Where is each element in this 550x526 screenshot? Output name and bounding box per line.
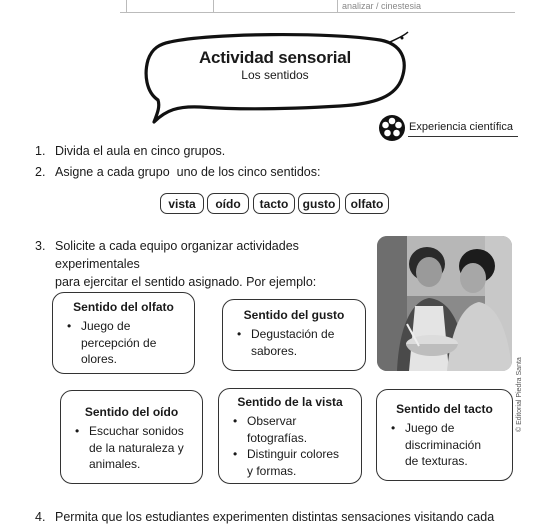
box-title: Sentido del oído xyxy=(84,405,179,419)
activity-box-olfato xyxy=(52,292,195,374)
box-item xyxy=(239,446,355,479)
top-rule xyxy=(120,12,515,13)
sense-chip-gusto: gusto xyxy=(298,193,340,214)
page-title: Actividad sensorial xyxy=(198,48,352,67)
box-title: Sentido de la vista xyxy=(237,395,343,409)
box-item xyxy=(73,318,188,368)
sense-chip-oido: oído xyxy=(207,193,249,214)
step-number: 4. xyxy=(35,510,46,524)
header-fragment: analizar / cinestesia xyxy=(342,1,422,11)
step-text-line: para ejercitar el sentido asignado. Por ejemplo: xyxy=(55,275,317,289)
sense-chip-vista: vista xyxy=(160,193,204,214)
box-title: Sentido del tacto xyxy=(396,402,493,416)
box-item-line: • Escuchar sonidos xyxy=(89,424,184,438)
box-item-line: • Juego de xyxy=(405,421,455,435)
box-item-line: • Juego de xyxy=(81,319,131,333)
cooking-photo xyxy=(377,236,512,371)
step-text: Asigne a cada grupo uno de los cinco sentidos: xyxy=(55,165,321,179)
box-title: Sentido del gusto xyxy=(243,308,345,322)
flower-icon xyxy=(378,114,406,142)
box-item-line: olores. xyxy=(81,352,118,366)
box-item-line: de la naturaleza y xyxy=(89,440,184,455)
box-item-line: • Degustación de xyxy=(251,327,335,341)
top-divider xyxy=(126,0,127,12)
step-4 xyxy=(35,508,515,526)
box-item-line: • Distinguir colores xyxy=(247,447,340,461)
box-item-line: discriminación xyxy=(405,437,482,452)
activity-box-vista xyxy=(218,388,362,484)
box-title: Sentido del olfato xyxy=(73,300,174,314)
sense-chip-olfato: olfato xyxy=(345,193,389,214)
box-item xyxy=(239,413,355,446)
step-1 xyxy=(35,142,225,160)
step-2 xyxy=(35,163,320,181)
box-item-line: sabores. xyxy=(251,343,298,358)
box-item-line: fotografías. xyxy=(247,430,308,445)
box-item-line: percepción de xyxy=(81,335,157,350)
step-number: 3. xyxy=(35,239,46,253)
step-number: 1. xyxy=(35,144,46,158)
step-3 xyxy=(35,237,375,291)
step-text: Permita que los estudiantes experimenten distintas sensaciones visitando cada xyxy=(55,510,495,524)
top-divider xyxy=(213,0,214,12)
activity-box-gusto xyxy=(222,299,366,371)
page-subtitle: Los sentidos xyxy=(241,68,309,82)
box-item-line: de texturas. xyxy=(405,454,468,468)
box-item-line: animales. xyxy=(89,457,141,471)
badge-label: Experiencia científica xyxy=(409,121,513,133)
step-text-line: Solicite a cada equipo organizar actividades experimentales xyxy=(55,239,299,271)
top-divider xyxy=(337,0,338,12)
box-item xyxy=(243,326,359,359)
box-item xyxy=(397,420,506,470)
badge-underline xyxy=(408,136,518,137)
step-number: 2. xyxy=(35,165,46,179)
step-text: Divida el aula en cinco grupos. xyxy=(55,144,226,158)
box-item-line: y formas. xyxy=(247,463,297,478)
box-item xyxy=(81,423,196,473)
copyright-note: © Editorial Piedra Santa xyxy=(516,357,523,432)
box-item-line: • Observar xyxy=(247,414,297,428)
activity-box-tacto xyxy=(376,389,513,481)
activity-box-oido xyxy=(60,390,203,484)
sense-chip-tacto: tacto xyxy=(253,193,295,214)
